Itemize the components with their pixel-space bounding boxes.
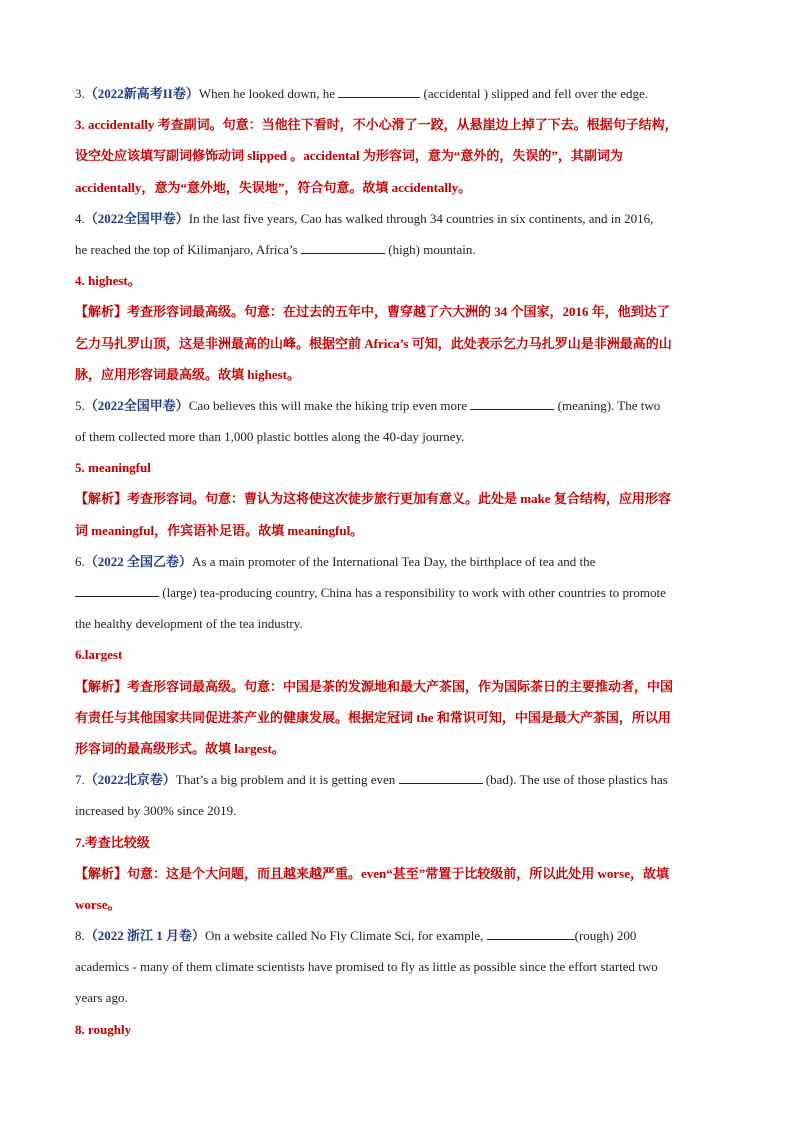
question-source: （2022新高考II卷） (84, 86, 199, 101)
answer-7-line-2: worse。 (75, 896, 121, 912)
question-text: (large) tea-producing country, China has a responsibility to work with other countries to promote (159, 585, 666, 600)
question-number: 7. (75, 772, 85, 788)
question-text: (bad). The use of those plastics has (482, 772, 668, 788)
question-number: 5. (75, 397, 85, 413)
question-text: (high) mountain. (384, 241, 476, 257)
question-7-line-2: increased by 300% since 2019. (75, 803, 237, 819)
question-text: When he looked down, he (198, 86, 339, 101)
question-number: 6. (75, 553, 85, 569)
answer-5-line-1: 【解析】考查形容词。句意：曹认为这将使这次徒步旅行更加有意义。此处是 make 复合结构，应用形容 (75, 491, 671, 507)
answer-5-head: 5. meaningful (75, 460, 151, 476)
question-source: （2022全国甲卷） (84, 397, 189, 413)
question-number: 8. (75, 928, 85, 944)
question-source: （2022全国甲卷） (84, 210, 189, 226)
answer-8-head: 8. roughly (75, 1021, 132, 1037)
answer-blank (487, 927, 575, 940)
answer-4-line-2: 乞力马扎罗山顶，这是非洲最高的山峰。根据空前 Africa’s 可知，此处表示乞力马扎罗山是非洲最高的山 (75, 335, 672, 351)
answer-6-line-1: 【解析】考查形容词最高级。句意：中国是茶的发源地和最大产茶国，作为国际茶日的主要推动者，中国 (75, 678, 674, 694)
question-source: （2022 全国乙卷） (84, 553, 193, 569)
answer-blank (399, 771, 483, 784)
question-text: Cao believes this will make the hiking trip even more (188, 397, 471, 413)
question-text: (meaning). The two (554, 397, 661, 413)
answer-blank (338, 85, 420, 98)
question-source: （2022 浙江 1 月卷） (84, 928, 206, 944)
answer-blank (301, 241, 385, 254)
question-6-line-2 (75, 577, 719, 608)
question-number: 4. (75, 210, 85, 226)
answer-7-head: 7.考查比较级 (75, 834, 150, 850)
question-text: On a website called No Fly Climate Sci, for example, (205, 928, 487, 944)
question-text: That’s a big problem and it is getting even (175, 772, 399, 788)
question-text: (rough) 200 (574, 928, 637, 944)
answer-6-line-2: 有责任与其他国家共同促进茶产业的健康发展。根据定冠词 the 和常识可知，中国是最大产茶国，所以用 (75, 709, 671, 725)
question-7 (75, 764, 719, 795)
answer-6-head: 6.largest (75, 647, 123, 663)
question-text: In the last five years, Cao has walked through 34 countries in six continents, and in 2016, (188, 210, 654, 226)
question-3 (75, 78, 719, 109)
answer-blank (470, 397, 554, 410)
question-4 (75, 203, 719, 234)
question-6-line-3: the healthy development of the tea industry. (75, 616, 303, 632)
answer-3-line-2: 设空处应该填写副词修饰动词 slipped 。accidental 为形容词，意为“意外的，失误的”，其副词为 (75, 148, 623, 164)
question-5 (75, 390, 719, 421)
answer-4-line-1: 【解析】考查形容词最高级。句意：在过去的五年中，曹穿越了六大洲的 34 个国家，2016 年，他到达了 (75, 304, 670, 320)
answer-6-line-3: 形容词的最高级形式。故填 largest。 (75, 740, 285, 756)
answer-5-line-2: 词 meaningful，作宾语补足语。故填 meaningful。 (75, 522, 364, 538)
answer-3-line-1: 3. accidentally 考查副词。句意：当他往下看时，不小心滑了一跤，从悬崖边上掉了下去。根据句子结构， (75, 117, 678, 133)
question-8-line-2: academics - many of them climate scientists have promised to fly as little as possible since the effort started two (75, 959, 658, 975)
question-number: 3. (75, 86, 85, 101)
question-text: As a main promoter of the International Tea Day, the birthplace of tea and the (192, 553, 596, 569)
question-8 (75, 920, 719, 951)
question-text: (accidental ) slipped and fell over the edge. (420, 86, 648, 101)
answer-blank (75, 584, 159, 597)
question-8-line-3: years ago. (75, 990, 128, 1006)
question-source: （2022北京卷） (84, 772, 176, 788)
question-text: he reached the top of Kilimanjaro, Africa’s (75, 241, 301, 257)
question-6 (75, 546, 719, 577)
question-5-line-2: of them collected more than 1,000 plastic bottles along the 40-day journey. (75, 429, 465, 445)
question-4-line-2 (75, 234, 719, 265)
answer-4-head: 4. highest。 (75, 273, 141, 289)
answer-4-line-3: 脉，应用形容词最高级。故填 highest。 (75, 366, 300, 382)
answer-7-line-1: 【解析】句意：这是个大问题，而且越来越严重。even“甚至”常置于比较级前，所以此处用 worse，故填 (75, 865, 670, 881)
answer-3-line-3: accidentally，意为“意外地，失误地”，符合句意。故填 accidentally。 (75, 179, 472, 195)
